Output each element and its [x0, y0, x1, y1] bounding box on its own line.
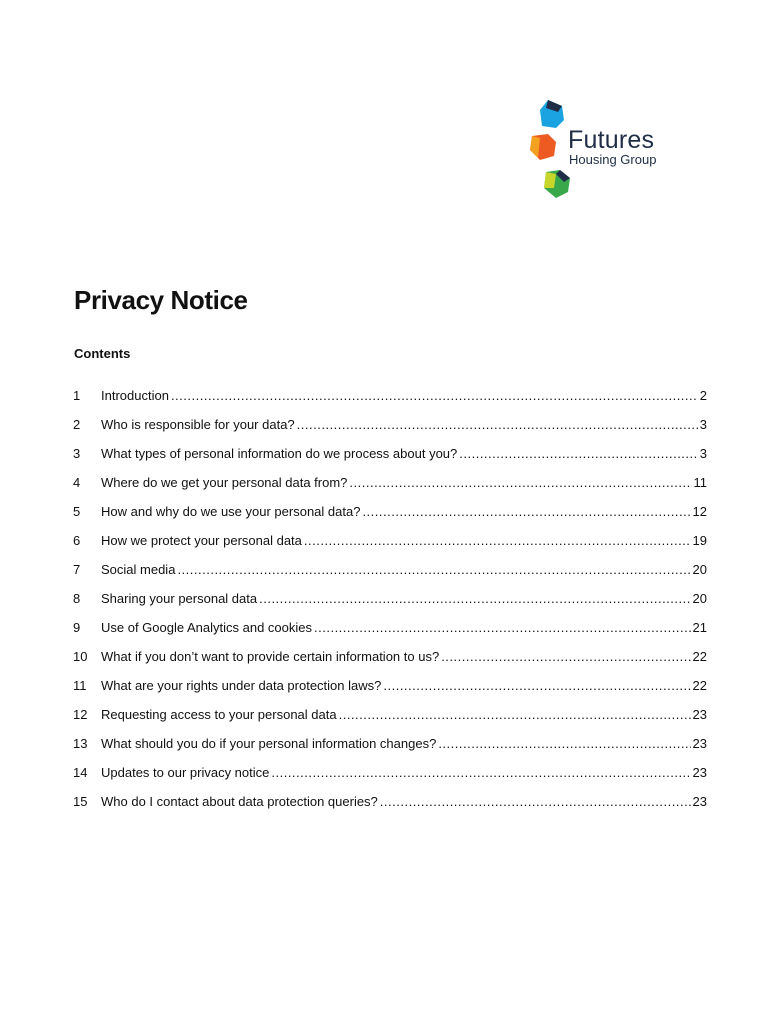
toc-item-protect-data[interactable]	[73, 532, 707, 561]
toc-item-analytics-cookies[interactable]	[73, 619, 707, 648]
toc-page-number: 23	[692, 794, 707, 809]
toc-leader-dots	[297, 416, 698, 434]
toc-leader-dots	[459, 445, 698, 463]
toc-item-social-media[interactable]	[73, 561, 707, 590]
toc-title[interactable]: Requesting access to your personal data	[101, 707, 337, 722]
toc-page-number: 22	[692, 678, 707, 693]
toc-title[interactable]: Who is responsible for your data?	[101, 417, 295, 432]
toc-leader-dots	[441, 648, 690, 666]
toc-page-number: 20	[692, 562, 707, 577]
toc-leader-dots	[171, 387, 698, 405]
document-title: Privacy Notice	[74, 285, 248, 315]
toc-item-not-providing-info[interactable]	[73, 648, 707, 677]
toc-number: 7	[73, 562, 81, 577]
toc-item-sharing-data[interactable]	[73, 590, 707, 619]
toc-number: 9	[73, 620, 81, 635]
toc-leader-dots	[380, 793, 691, 811]
toc-item-contact[interactable]	[73, 793, 707, 822]
toc-title[interactable]: Who do I contact about data protection queries?	[101, 794, 378, 809]
toc-leader-dots	[383, 677, 690, 695]
toc-leader-dots	[177, 561, 690, 579]
futures-logo	[528, 98, 698, 200]
toc-number: 10	[73, 649, 88, 664]
toc-number: 14	[73, 765, 88, 780]
logo-wordmark: Futures	[568, 126, 655, 154]
toc-number: 12	[73, 707, 88, 722]
toc-item-updates[interactable]	[73, 764, 707, 793]
toc-item-your-rights[interactable]	[73, 677, 707, 706]
toc-page-number: 11	[693, 475, 707, 490]
toc-title[interactable]: Updates to our privacy notice	[101, 765, 270, 780]
toc-title[interactable]: Where do we get your personal data from?	[101, 475, 348, 490]
toc-leader-dots	[349, 474, 691, 492]
toc-page-number: 23	[692, 707, 707, 722]
toc-leader-dots	[339, 706, 691, 724]
toc-item-introduction[interactable]	[73, 387, 707, 416]
toc-page-number: 20	[692, 591, 707, 606]
toc-title[interactable]: Use of Google Analytics and cookies	[101, 620, 313, 635]
toc-page-number: 2	[699, 388, 707, 403]
logo-subtitle: Housing Group	[569, 152, 657, 167]
toc-number: 1	[73, 388, 81, 403]
toc-number: 4	[73, 475, 81, 490]
toc-page-number: 3	[699, 446, 707, 461]
toc-leader-dots	[438, 735, 690, 753]
toc-page-number: 21	[692, 620, 707, 635]
toc-page-number: 22	[692, 649, 707, 664]
toc-item-requesting-access[interactable]	[73, 706, 707, 735]
toc-leader-dots	[271, 764, 690, 782]
toc-title[interactable]: How we protect your personal data	[101, 533, 302, 548]
toc-item-responsible[interactable]	[73, 416, 707, 445]
toc-title[interactable]: How and why do we use your personal data?	[101, 504, 361, 519]
toc-number: 5	[73, 504, 81, 519]
toc-number: 2	[73, 417, 81, 432]
toc-page-number: 23	[692, 765, 707, 780]
contents-heading: Contents	[74, 346, 131, 361]
toc-number: 13	[73, 736, 88, 751]
toc-item-data-sources[interactable]	[73, 474, 707, 503]
toc-leader-dots	[362, 503, 690, 521]
table-of-contents	[73, 387, 707, 822]
toc-title[interactable]: What are your rights under data protection laws?	[101, 678, 382, 693]
toc-item-how-and-why[interactable]	[73, 503, 707, 532]
toc-title[interactable]: What types of personal information do we process about you?	[101, 446, 458, 461]
toc-number: 8	[73, 591, 81, 606]
toc-number: 3	[73, 446, 81, 461]
toc-item-types-of-information[interactable]	[73, 445, 707, 474]
toc-title[interactable]: Introduction	[101, 388, 169, 403]
toc-page-number: 19	[692, 533, 707, 548]
toc-page-number: 3	[699, 417, 707, 432]
toc-number: 6	[73, 533, 81, 548]
toc-page-number: 12	[692, 504, 707, 519]
toc-number: 11	[73, 678, 87, 693]
toc-title[interactable]: What if you don’t want to provide certain information to us?	[101, 649, 440, 664]
toc-title[interactable]: What should you do if your personal information changes?	[101, 736, 437, 751]
toc-number: 15	[73, 794, 88, 809]
toc-title[interactable]: Social media	[101, 562, 176, 577]
toc-item-info-changes[interactable]	[73, 735, 707, 764]
toc-page-number: 23	[692, 736, 707, 751]
toc-title[interactable]: Sharing your personal data	[101, 591, 258, 606]
toc-leader-dots	[314, 619, 691, 637]
logo-bottom-light	[544, 172, 556, 188]
toc-leader-dots	[259, 590, 690, 608]
toc-leader-dots	[304, 532, 691, 550]
